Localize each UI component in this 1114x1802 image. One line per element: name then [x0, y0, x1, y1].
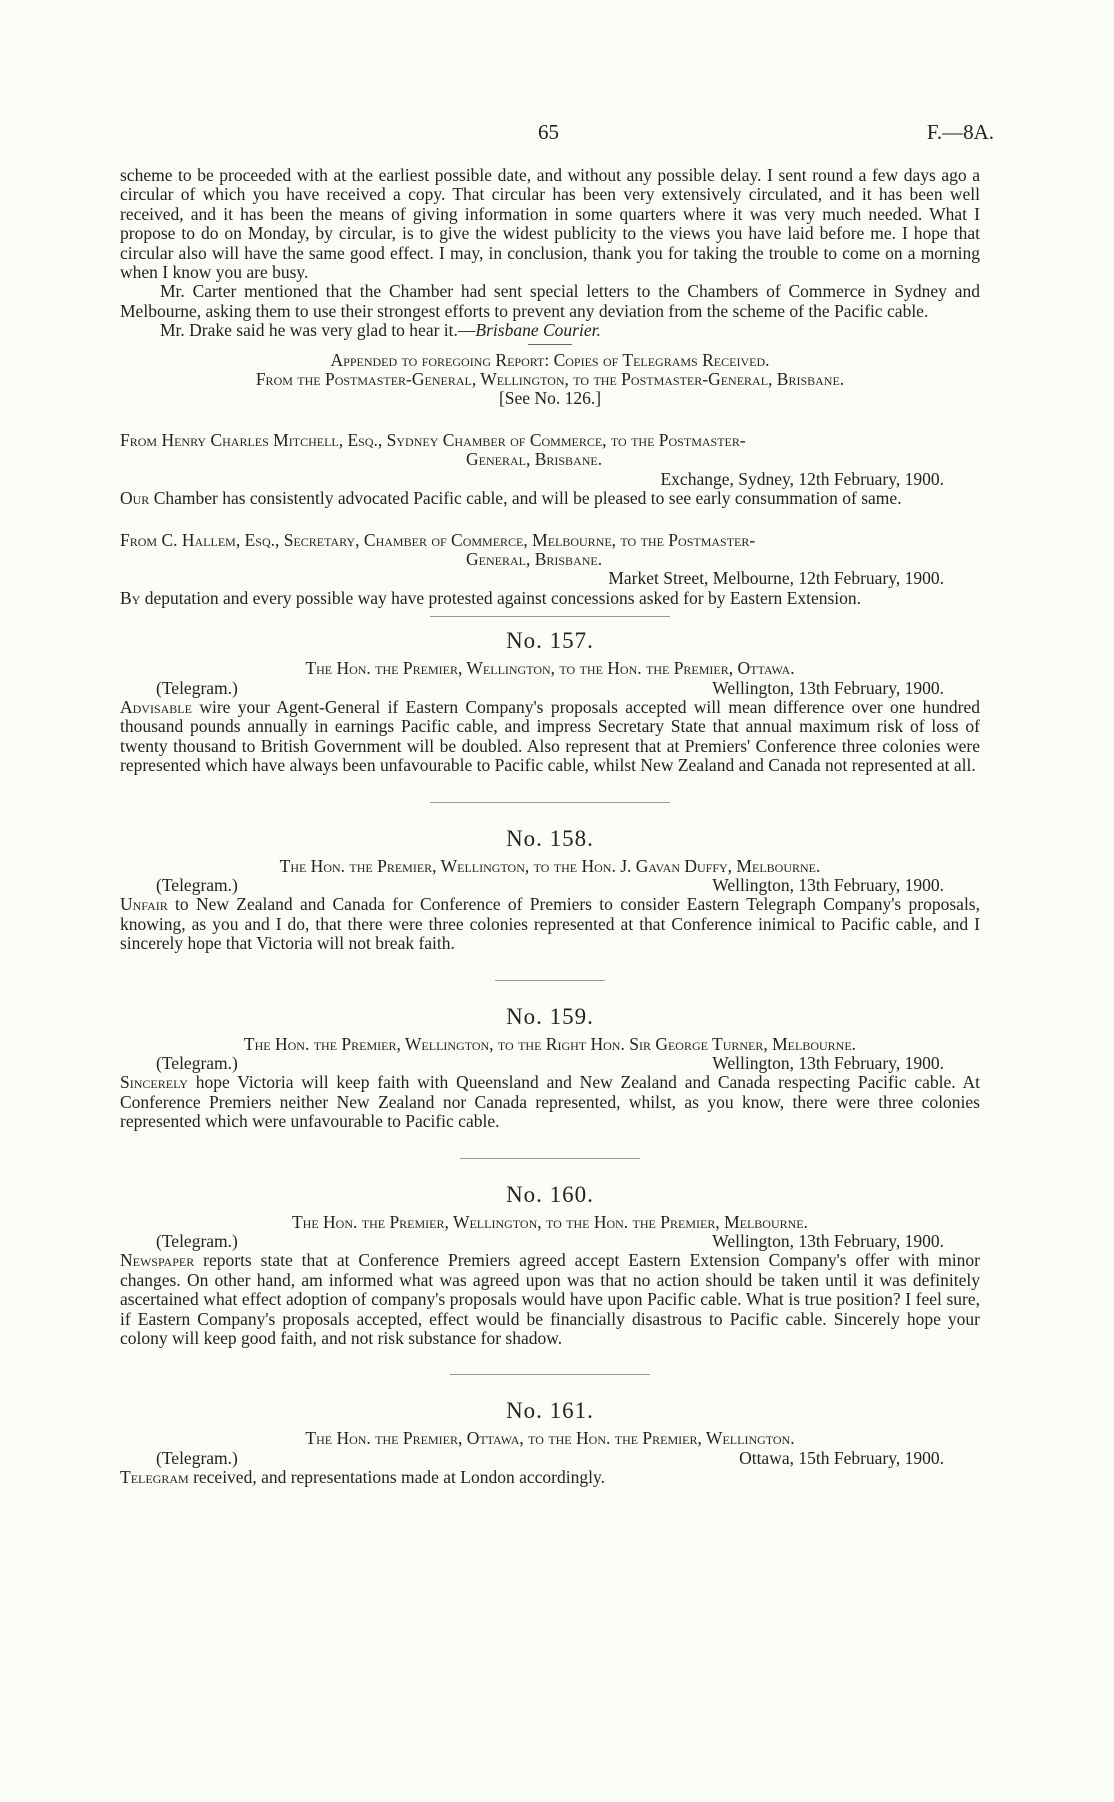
lead-word: Sincerely: [120, 1072, 188, 1093]
dateline: Market Street, Melbourne, 12th February, 1900.: [608, 568, 944, 589]
telegram-text: hope Victoria will keep faith with Queensland and New Zealand and Canada respecting Pacific cable. At Conference Premiers neither New Zealand nor Canada represented, whilst, as you know, there were three colonies represented which were unfavourable to Pacific cable.: [120, 1072, 980, 1132]
telegram-body: [120, 489, 980, 508]
telegram-type: (Telegram.): [156, 1447, 238, 1468]
telegram-route: The Hon. the Premier, Wellington, to the Hon. the Premier, Melbourne.: [291, 1211, 809, 1232]
section-divider: [460, 1158, 640, 1159]
lead-word: Unfair: [120, 894, 168, 915]
telegram-route: The Hon. the Premier, Wellington, to the Hon. J. Gavan Duffy, Melbourne.: [279, 855, 821, 876]
lead-word: Newspaper: [120, 1250, 195, 1271]
telegram-line: [120, 1449, 980, 1468]
intro-paragraph: Mr. Carter mentioned that the Chamber had sent special letters to the Chambers of Commerce in Sydney and Melbourne, asking them to use their strongest efforts to prevent any deviation from the scheme of the Pacific cable.: [120, 281, 980, 321]
telegram-route-cont: General, Brisbane.: [466, 548, 603, 569]
section-number: No. 161.: [506, 1398, 594, 1424]
dateline: Wellington, 13th February, 1900.: [712, 1231, 944, 1252]
telegram-route: The Hon. the Premier, Wellington, to the Hon. the Premier, Ottawa.: [305, 658, 795, 679]
telegram-text: deputation and every possible way have protested against concessions asked for by Eastern Extension.: [140, 587, 862, 608]
intro-paragraph: [120, 321, 980, 340]
intro-paragraph: scheme to be proceeded with at the earliest possible date, and without any possible delay. I sent round a few days ago a circular of which you have received a copy. That circular has been very extensively circulated, and it has been well received, and it has been the means of giving information in some quarters where it was very much needed. What I propose to do on Monday, by circular, is to give the widest publicity to the views you have laid before me. I hope that circular also will have the same good effect. I may, in conclusion, thank you for taking the trouble to come on a morning when I know you are busy.: [120, 165, 980, 283]
telegram-text: Chamber has consistently advocated Pacific cable, and will be pleased to see early consummation of same.: [149, 488, 902, 509]
section-number: No. 158.: [506, 825, 594, 851]
telegram-route: The Hon. the Premier, Ottawa, to the Hon. the Premier, Wellington.: [305, 1428, 795, 1449]
section-161: [120, 1397, 980, 1487]
page-header: [0, 120, 1114, 150]
lead-word: By: [120, 587, 141, 608]
telegram-type: (Telegram.): [156, 1231, 238, 1252]
section-158: [120, 825, 980, 954]
newspaper-source: Brisbane Courier.: [475, 320, 601, 341]
telegram-body: [120, 895, 980, 953]
page-content: [120, 166, 980, 1488]
section-number: No. 157.: [506, 628, 594, 654]
appended-title: Appended to foregoing Report: Copies of Telegrams Received.: [330, 349, 770, 370]
telegram-line: [120, 1054, 980, 1073]
telegram-route: From C. Hallem, Esq., Secretary, Chamber of Commerce, Melbourne, to the Postmaster-: [120, 529, 756, 550]
telegram-type: (Telegram.): [156, 874, 238, 895]
telegram-route-cont: General, Brisbane.: [466, 449, 603, 470]
telegram-body: [120, 698, 980, 776]
dateline: Wellington, 13th February, 1900.: [712, 874, 944, 895]
lead-word: Advisable: [120, 696, 192, 717]
telegram-route: The Hon. the Premier, Wellington, to the Right Hon. Sir George Turner, Melbourne.: [243, 1033, 857, 1054]
dateline: Wellington, 13th February, 1900.: [712, 1053, 944, 1073]
dateline: Exchange, Sydney, 12th February, 1900.: [660, 468, 944, 489]
intro-text: Mr. Drake said he was very glad to hear it.—: [160, 320, 476, 341]
section-159: [120, 1003, 980, 1132]
page-number: 65: [538, 120, 559, 144]
section-divider: [430, 802, 670, 803]
telegram-body: [120, 1073, 980, 1131]
cross-reference: [See No. 126.]: [498, 388, 602, 409]
section-number: No. 160.: [506, 1181, 594, 1207]
telegram-block: [120, 431, 980, 509]
dateline: Ottawa, 15th February, 1900.: [739, 1447, 944, 1468]
telegram-route: From Henry Charles Mitchell, Esq., Sydney Chamber of Commerce, to the Postmaster-: [120, 429, 746, 450]
lead-word: Telegram: [120, 1467, 189, 1488]
telegram-body: [120, 1251, 980, 1348]
telegram-text: reports state that at Conference Premiers agreed accept Eastern Extension Company's offer with minor changes. On other hand, am informed what was agreed upon was that no action should be taken until it was definitely ascertained what effect adoption of company's proposals would have upon Pacific cable. What is true position? I feel sure, if Eastern Company's proposals accepted, effect would be financially disastrous to Pacific cable. Sincerely hope your colony will keep good faith, and not risk substance for shadow.: [120, 1250, 980, 1349]
telegram-body: [120, 1468, 980, 1487]
section-divider: [450, 1374, 650, 1375]
telegram-type: (Telegram.): [156, 1053, 238, 1073]
section-divider: [430, 616, 670, 617]
lead-word: Our: [120, 488, 150, 509]
dateline: Wellington, 13th February, 1900.: [712, 677, 944, 698]
section-number: No. 159.: [506, 1003, 594, 1029]
section-divider: [495, 980, 605, 981]
telegram-block: [120, 531, 980, 609]
telegram-line: [120, 1232, 980, 1251]
divider: [528, 344, 572, 345]
section-160: [120, 1181, 980, 1349]
telegram-type: (Telegram.): [156, 677, 238, 698]
telegram-line: [120, 876, 980, 895]
document-code: F.—8A.: [926, 120, 994, 144]
telegram-line: [120, 679, 980, 698]
telegram-route: From the Postmaster-General, Wellington, to the Postmaster-General, Brisbane.: [255, 369, 845, 390]
telegram-text: wire your Agent-General if Eastern Company's proposals accepted will mean difference over one hundred thousand pounds annually in earnings Pacific cable, and impress Secretary State that annual maximum risk of loss of twenty thousand to British Government will be doubled. Also represent that at Premiers' Conference three colonies were represented which have always been unfavourable to Pacific cable, whilst New Zealand and Canada not represented at all.: [120, 696, 980, 776]
telegram-text: to New Zealand and Canada for Conference of Premiers to consider Eastern Telegraph Company's proposals, knowing, as you and I do, that there were three colonies represented at that Conference inimical to Pacific cable, and I sincerely hope that Victoria will not break faith.: [120, 894, 980, 954]
telegram-body: [120, 589, 980, 608]
section-157: [120, 627, 980, 775]
telegram-text: received, and representations made at London accordingly.: [188, 1467, 605, 1488]
